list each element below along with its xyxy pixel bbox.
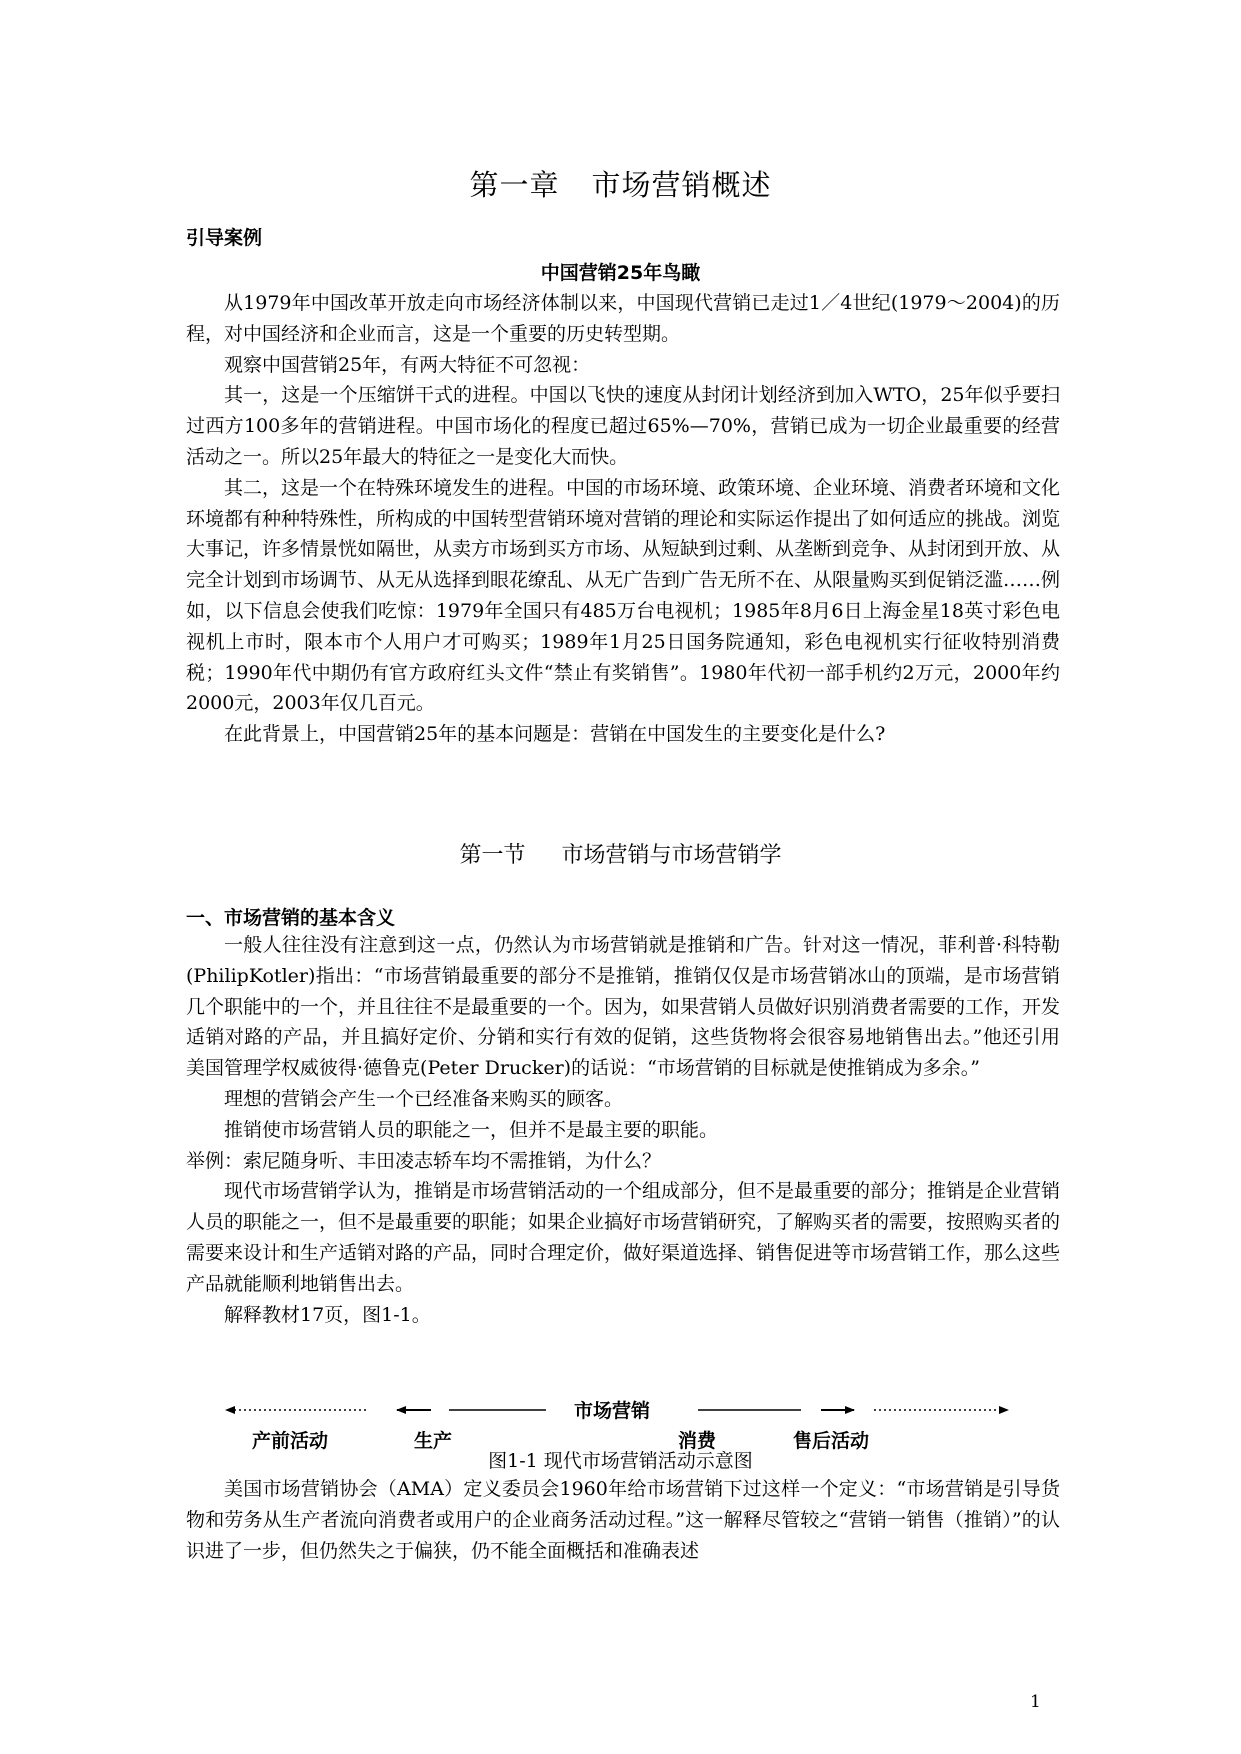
- diagram-center-label: 市场营销: [574, 1400, 651, 1422]
- body-paragraph: 理想的营销会产生一个已经准备来购买的顾客。: [224, 1087, 624, 1110]
- diagram-label-pre-production: 产前活动: [252, 1430, 329, 1452]
- diagram-label-production: 生产: [414, 1430, 453, 1452]
- case-paragraph: 其二，这是一个在特殊环境发生的进程。中国的市场环境、政策环境、企业环境、消费者环境和文化环境都有种种特殊性，所构成的中国转型营销环境对营销的理论和实际运作提出了如何适应的挑战。浏览大事记，许多情景恍如隔世，从卖方市场到买方市场、从短缺到过剩、从垄断到竞争、从封闭到开放、从完全计划到市场调节、从无从选择到眼花缭乱、从无广告到广告无所不在、从限量购买到促销泛滥……例如，以下信息会使我们吃惊：1979年全国只有485万台电视机；1985年8月6日上海金星18英寸彩色电视机上市时，限本市个人用户才可购买；1989年1月25日国务院通知，彩色电视机实行征收特别消费税；1990年代中期仍有官方政府红头文件“禁止有奖销售”。1980年代初一部手机约2万元，2000年约2000元，2003年仅几百元。: [186, 476, 1061, 715]
- body-paragraph: 一般人往往没有注意到这一点，仍然认为市场营销就是推销和广告。针对这一情况，菲利普·科特勒(PhilipKotler)指出：“市场营销最重要的部分不是推销，推销仅仅是市场营销冰山的顶端，是市场营销几个职能中的一个，并且往往不是最重要的一个。因为，如果营销人员做好识别消费者需要的工作，开发适销对路的产品，并且搞好定价、分销和实行有效的促销，这些货物将会很容易地销售出去。”他还引用美国管理学权威彼得·德鲁克(Peter Drucker)的话说：“市场营销的目标就是使推销成为多余。”: [186, 934, 1061, 1080]
- case-paragraph: 从1979年中国改革开放走向市场经济体制以来，中国现代营销已走过1／4世纪(1979～2004)的历程，对中国经济和企业而言，这是一个重要的历史转型期。: [186, 292, 1060, 345]
- case-paragraph: 观察中国营销25年，有两大特征不可忽视：: [224, 353, 591, 376]
- chapter-label: 第一章: [469, 168, 560, 202]
- chapter-title: [0, 163, 1241, 204]
- diagram-label-after-sales: 售后活动: [793, 1430, 870, 1452]
- case-title: 中国营销25年鸟瞰: [540, 262, 701, 284]
- body-paragraph: 美国市场营销协会（AMA）定义委员会1960年给市场营销下过这样一个定义：“市场营销是引导货物和劳务从生产者流向消费者或用户的企业商务活动过程。”这一解释尽管较之“营销一销售（推销）”的认识进了一步，但仍然失之于偏狭，仍不能全面概括和准确表述: [186, 1478, 1060, 1562]
- section-title: [0, 838, 1241, 869]
- page-number: 1: [1030, 1692, 1041, 1712]
- chapter-name: 市场营销概述: [591, 168, 772, 202]
- subsection-heading: 一、市场营销的基本含义: [186, 907, 396, 929]
- subsection-body: [186, 930, 1060, 1330]
- definition-body: [186, 1474, 1060, 1566]
- figure-caption: 图1-1 现代市场营销活动示意图: [488, 1450, 753, 1472]
- case-body: [186, 288, 1060, 750]
- section-label: 第一节: [459, 843, 526, 868]
- case-paragraph: 其一，这是一个压缩饼干式的进程。中国以飞快的速度从封闭计划经济到加入WTO，25年似乎要扫过西方100多年的营销进程。中国市场化的程度已超过65%—70%，营销已成为一切企业最重要的经营活动之一。所以25年最大的特征之一是变化大而快。: [186, 384, 1060, 468]
- diagram-label-consumption: 消费: [678, 1430, 717, 1452]
- section-name: 市场营销与市场营销学: [561, 843, 782, 868]
- case-paragraph: 在此背景上，中国营销25年的基本问题是：营销在中国发生的主要变化是什么?: [224, 723, 886, 746]
- case-heading: 引导案例: [186, 227, 263, 249]
- body-paragraph: 推销使市场营销人员的职能之一，但并不是最主要的职能。: [224, 1118, 719, 1141]
- example-line: 举例：索尼随身听、丰田凌志轿车均不需推销，为什么？: [186, 1149, 662, 1172]
- body-paragraph: 现代市场营销学认为，推销是市场营销活动的一个组成部分，但不是最重要的部分；推销是企业营销人员的职能之一，但不是最重要的职能；如果企业搞好市场营销研究，了解购买者的需要，按照购买者的需要来设计和生产适销对路的产品，同时合理定价，做好渠道选择、销售促进等市场营销工作，那么这些产品就能顺利地销售出去。: [186, 1180, 1061, 1295]
- body-paragraph: 解释教材17页，图1-1。: [224, 1303, 431, 1326]
